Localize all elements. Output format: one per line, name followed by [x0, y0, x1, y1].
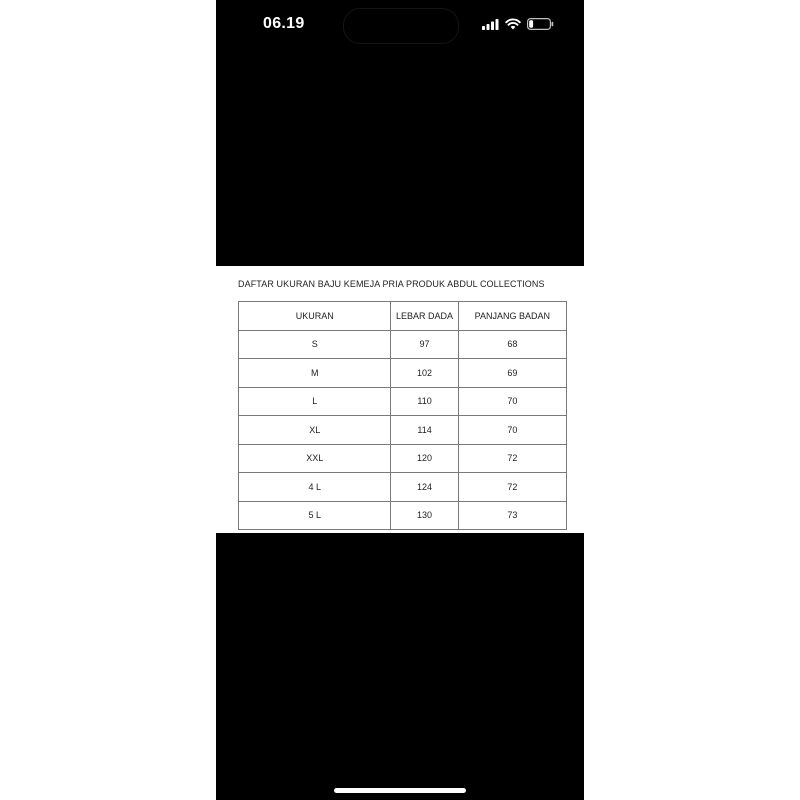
cell-panjang-badan: 72	[458, 473, 566, 502]
size-chart-image	[216, 266, 584, 533]
wifi-icon	[505, 18, 521, 30]
cell-lebar-dada: 114	[391, 416, 458, 445]
cell-panjang-badan: 70	[458, 416, 566, 445]
cell-ukuran: 5 L	[239, 501, 391, 530]
cell-ukuran: 4 L	[239, 473, 391, 502]
home-indicator[interactable]	[334, 788, 466, 793]
table-row	[239, 359, 567, 388]
cell-panjang-badan: 73	[458, 501, 566, 530]
cell-panjang-badan: 69	[458, 359, 566, 388]
cell-ukuran: L	[239, 387, 391, 416]
header-panjang-badan: PANJANG BADAN	[458, 302, 566, 331]
table-header-row	[239, 302, 567, 331]
table-row	[239, 416, 567, 445]
table-row	[239, 501, 567, 530]
cell-lebar-dada: 120	[391, 444, 458, 473]
table-row	[239, 473, 567, 502]
cell-ukuran: XXL	[239, 444, 391, 473]
cell-panjang-badan: 70	[458, 387, 566, 416]
status-time: 06.19	[263, 15, 305, 32]
cell-lebar-dada: 102	[391, 359, 458, 388]
cell-lebar-dada: 110	[391, 387, 458, 416]
status-bar	[216, 0, 584, 50]
cell-lebar-dada: 97	[391, 330, 458, 359]
table-row	[239, 387, 567, 416]
header-ukuran: UKURAN	[239, 302, 391, 331]
status-icons	[482, 17, 554, 31]
cell-lebar-dada: 130	[391, 501, 458, 530]
cell-panjang-badan: 72	[458, 444, 566, 473]
document-title: DAFTAR UKURAN BAJU KEMEJA PRIA PRODUK ABDUL COLLECTIONS	[238, 279, 545, 289]
size-table	[238, 301, 567, 530]
cell-lebar-dada: 124	[391, 473, 458, 502]
signal-icon	[482, 19, 499, 30]
table-row	[239, 330, 567, 359]
cell-panjang-badan: 68	[458, 330, 566, 359]
header-lebar-dada: LEBAR DADA	[391, 302, 458, 331]
cell-ukuran: M	[239, 359, 391, 388]
battery-icon	[527, 18, 554, 30]
phone-screen	[216, 0, 584, 800]
cell-ukuran: S	[239, 330, 391, 359]
dynamic-island	[343, 8, 459, 44]
table-row	[239, 444, 567, 473]
cell-ukuran: XL	[239, 416, 391, 445]
